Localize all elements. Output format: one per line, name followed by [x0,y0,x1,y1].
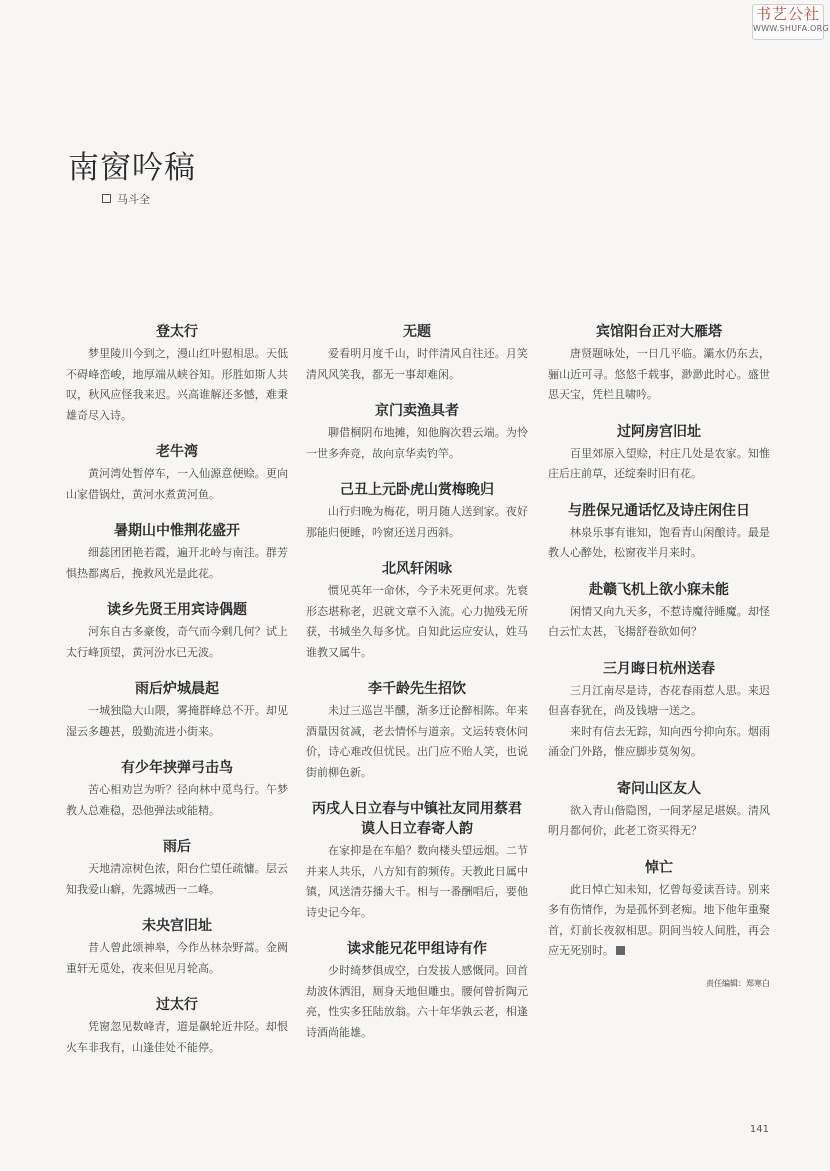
poem-title: 雨后 [163,839,191,855]
square-bullet-icon [102,194,111,203]
poem-text: 林泉乐事有谁知，饱看青山闲酿诗。最是教人心醉处，松窗夜半月来时。 [548,525,770,559]
poem-title: 己丑上元卧虎山赏梅晚归 [340,482,494,498]
watermark-url: WWW.SHUFA.ORG [753,24,830,33]
poem [66,679,288,742]
poem [66,837,288,900]
poem [306,799,528,923]
poem-title: 老牛湾 [156,444,198,460]
poem-text: 在家抑是在车船？数向楼头望远烟。二节并来人共乐，八方知有韵频传。天教此日属中镇，风送清芬播大千。相与一番酬唱后，要他诗史记今年。 [306,844,528,919]
poem-text-stanza-2: 来时有信去无踪，知向西兮抑向东。烟雨涌金门外路，惟应脚步莫匆匆。 [548,724,770,758]
poem [66,521,288,584]
poem-text: 昔人曾此颂神皋，今作丛林杂野蒿。金阙重轩无觅处，夜来但见月轮高。 [66,941,288,975]
poem-text: 百里郊原入望赊，村庄几处是农家。知惟庄后庄前草，还绽秦时旧有花。 [548,446,770,480]
poem-title: 读求能兄花甲组诗有作 [347,941,487,957]
author-byline [102,191,150,207]
poem [306,401,528,464]
poem-title: 无题 [403,324,431,340]
poem [548,422,770,485]
poem-title: 过太行 [156,997,198,1013]
poem-text: 少时绮梦俱成空，白发拔人感慨同。回首劫波休洒泪，厕身天地但雕虫。腰何曾折陶元亮，性实多狂陆放翁。六十年华孰云老，相逢诗酒尚能雄。 [306,964,528,1039]
poem-text: 欲入青山偕隐图，一间茅屋足堪娱。清风明月都何价，此老工资买得无？ [548,803,770,837]
page-title: 南窗吟稿 [68,150,196,186]
poem-text: 三月江南尽是诗，杏花春雨惹人思。来迟但喜春犹在，尚及钱塘一送之。 [548,683,770,717]
poem-text-wrapper [548,880,770,962]
poem-text: 梦里陵川今到之，漫山红叶慰相思。天低不碍峰峦峻，地厚端从峡谷知。形胜如斯人共叹，秋风应怪我来迟。兴高谁解还多憾，难秉雄奇尽入诗。 [66,347,288,422]
page-number: 141 [749,1124,769,1135]
end-mark-icon [616,946,625,955]
poem-title: 丙戌人日立春与中镇社友同用蔡君谟人日立春寄人韵 [312,801,522,837]
poem-text: 天地清凉树色浓，阳台伫望任疏慵。层云知我爱山癖，先露城西一二峰。 [66,862,288,896]
editor-credit: 责任编辑：郑寒白 [706,978,770,988]
poem-text: 山行归晚为梅花，明月随人送到家。夜好那能归便睡，吟窗还送月西斜。 [306,505,528,539]
poem [548,580,770,643]
poem [306,480,528,543]
poem-title: 李千龄先生招饮 [368,681,466,697]
watermark-logo [752,4,830,40]
poem-title: 赴赣飞机上欲小寐未能 [589,581,729,598]
poem [66,995,288,1058]
poem-text: 此日悼亡知未知，忆曾每爱读吾诗。别来多有伤情作，为是孤怀到老痴。地下他年重聚首，灯前长夜叙相思。阴间当较人间胜，再会应无死别时。 [548,882,770,957]
watermark-logo-text: 书艺公社 [755,5,820,23]
poem [306,559,528,663]
poem-text: 未过三巡岂半醺，渐多迂论醉相陈。年来酒量因贫减，老去情怀与道亲。文运转衰休问价，诗心难改但忧民。出门应不贻人笑，也说街前柳色新。 [306,704,528,779]
poem [306,322,528,385]
poem [66,916,288,979]
poem [66,758,288,821]
poem [306,679,528,783]
poem-title: 北风轩闲咏 [382,561,452,577]
poem-text: 惯见英年一命休，今予未死更何求。先衰形态堪称老，迟就文章不入流。心力抛残无所获，书城坐久每多忧。自知此运应安认，姓马谁教又属牛。 [306,584,528,659]
poem [548,501,770,564]
poem-text: 凭窗忽见数峰青，道是飙轮近井陉。却恨火车非我有，山逢佳处不能停。 [66,1020,288,1054]
poem [548,779,770,842]
poem-title: 未央宫旧址 [142,918,212,934]
column-3 [548,322,770,989]
poem-text: 聊借桐阴布地摊，知他胸次碧云端。为怜一世多奔竞，故向京华卖钓竿。 [306,426,528,460]
poem [548,322,770,406]
poem [66,322,288,426]
poem-title: 登太行 [156,324,198,340]
poem-text: 黄河湾处暂停车，一入仙源意便赊。更向山家借锅灶，黄河水煮黄河鱼。 [66,467,288,501]
poem-title: 过阿房宫旧址 [617,423,701,440]
poem-title: 有少年挟弹弓击鸟 [121,760,233,776]
poem-title: 与胜保兄通话忆及诗庄闲住日 [568,502,750,519]
poem-title: 悼亡 [645,859,673,876]
poem-title: 寄问山区友人 [617,780,701,797]
poem-text: 闲情又向九天多，不惹诗魔待睡魔。却怪白云忙太甚，飞揚舒卷欲如何？ [548,604,770,638]
poem [548,659,770,763]
poem-text: 河东自古多豪俊，奇气而今剩几何？试上太行峰顶望，黄河汾水已无波。 [66,625,288,659]
poem-title: 读乡先贤王用宾诗偶题 [107,602,247,618]
poem [548,858,770,962]
poem-title: 雨后炉城晨起 [135,681,219,697]
poem-title: 三月晦日杭州送春 [603,660,715,677]
poem-title: 京门卖渔具者 [375,403,459,419]
poem-title: 宾馆阳台正对大雁塔 [596,324,722,340]
poem [306,939,528,1043]
poem [66,442,288,505]
poem-text: 唐贤题咏处，一日几平临。灞水仍东去，骊山近可寻。悠悠千载事，渺渺此时心。盛世思天宝，凭栏且啸吟。 [548,347,770,401]
poem-text: 细蕊团团艳若霞，遍开北岭与南洼。群芳惧热都离后，挽救风光是此花。 [66,546,288,580]
author-name: 马斗全 [117,193,150,206]
poem [66,600,288,663]
poem-title: 暑期山中惟荆花盛开 [114,523,240,539]
column-2 [306,322,528,1059]
poem-text: 一城独隐大山隈，雾掩群峰总不开。却见湿云多趣甚，殷勤流进小街来。 [66,704,288,738]
poem-text: 爱看明月度千山，时伴清风自往还。月笑清风风笑我，都无一事却难闲。 [306,347,528,381]
column-1 [66,322,288,1074]
poem-text: 苦心相劝岂为听？径向林中觅鸟行。午梦教人总难稳，恐他弹法或能精。 [66,783,288,817]
